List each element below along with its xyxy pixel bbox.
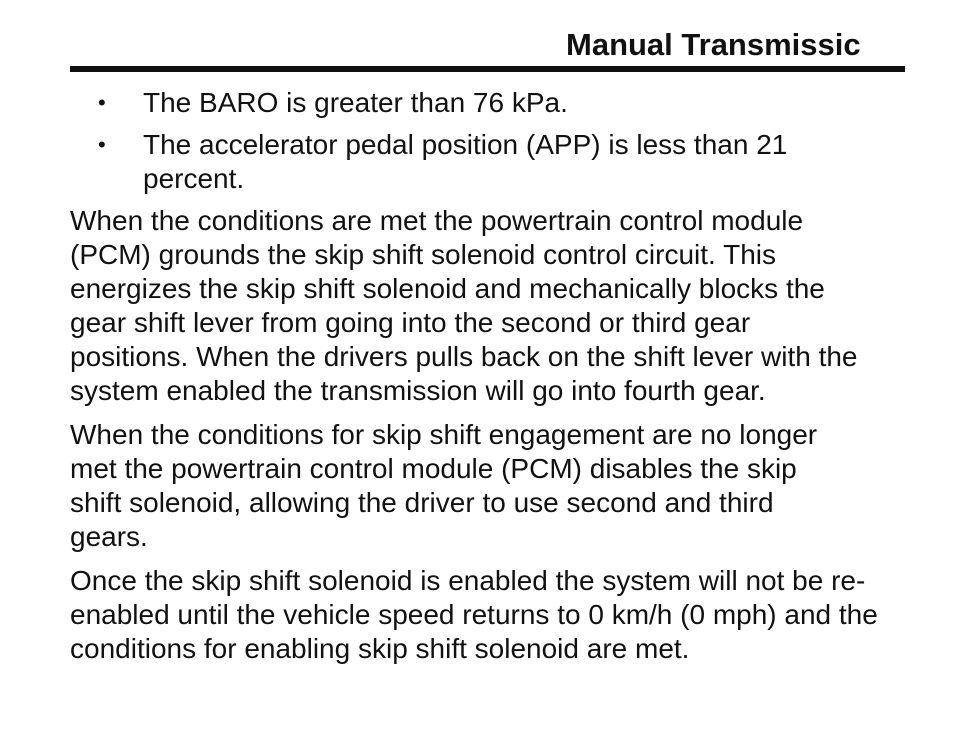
paragraph: When the conditions are met the powertrain control module (PCM) grounds the skip shift solenoid control circuit. This energizes the skip shift solenoid and mechanically blocks the gear shift lever from going into the second or third gear positions. When the drivers pulls back on the shift lever with the system enabled the transmission will go into fourth gear. [70, 205, 858, 406]
page-header [70, 22, 905, 68]
list-item [70, 128, 900, 196]
list-item [70, 86, 900, 120]
bullet-icon: • [98, 90, 106, 115]
document-body [70, 86, 900, 676]
list-item-text: The BARO is greater than 76 kPa. [143, 87, 568, 118]
paragraph: Once the skip shift solenoid is enabled the system will not be re-enabled until the vehicle speed returns to 0 km/h (0 mph) and the conditions for enabling skip shift solenoid are met. [70, 565, 878, 664]
header-rule [70, 66, 905, 72]
bullet-icon: • [98, 132, 106, 157]
paragraph: When the conditions for skip shift engagement are no longer met the powertrain control module (PCM) disables the skip shift solenoid, allowing the driver to use second and third gears. [70, 419, 818, 552]
condition-list [70, 86, 900, 196]
list-item-text: The accelerator pedal position (APP) is less than 21 percent. [143, 129, 788, 194]
page-title: Manual Transmissic [566, 27, 861, 62]
